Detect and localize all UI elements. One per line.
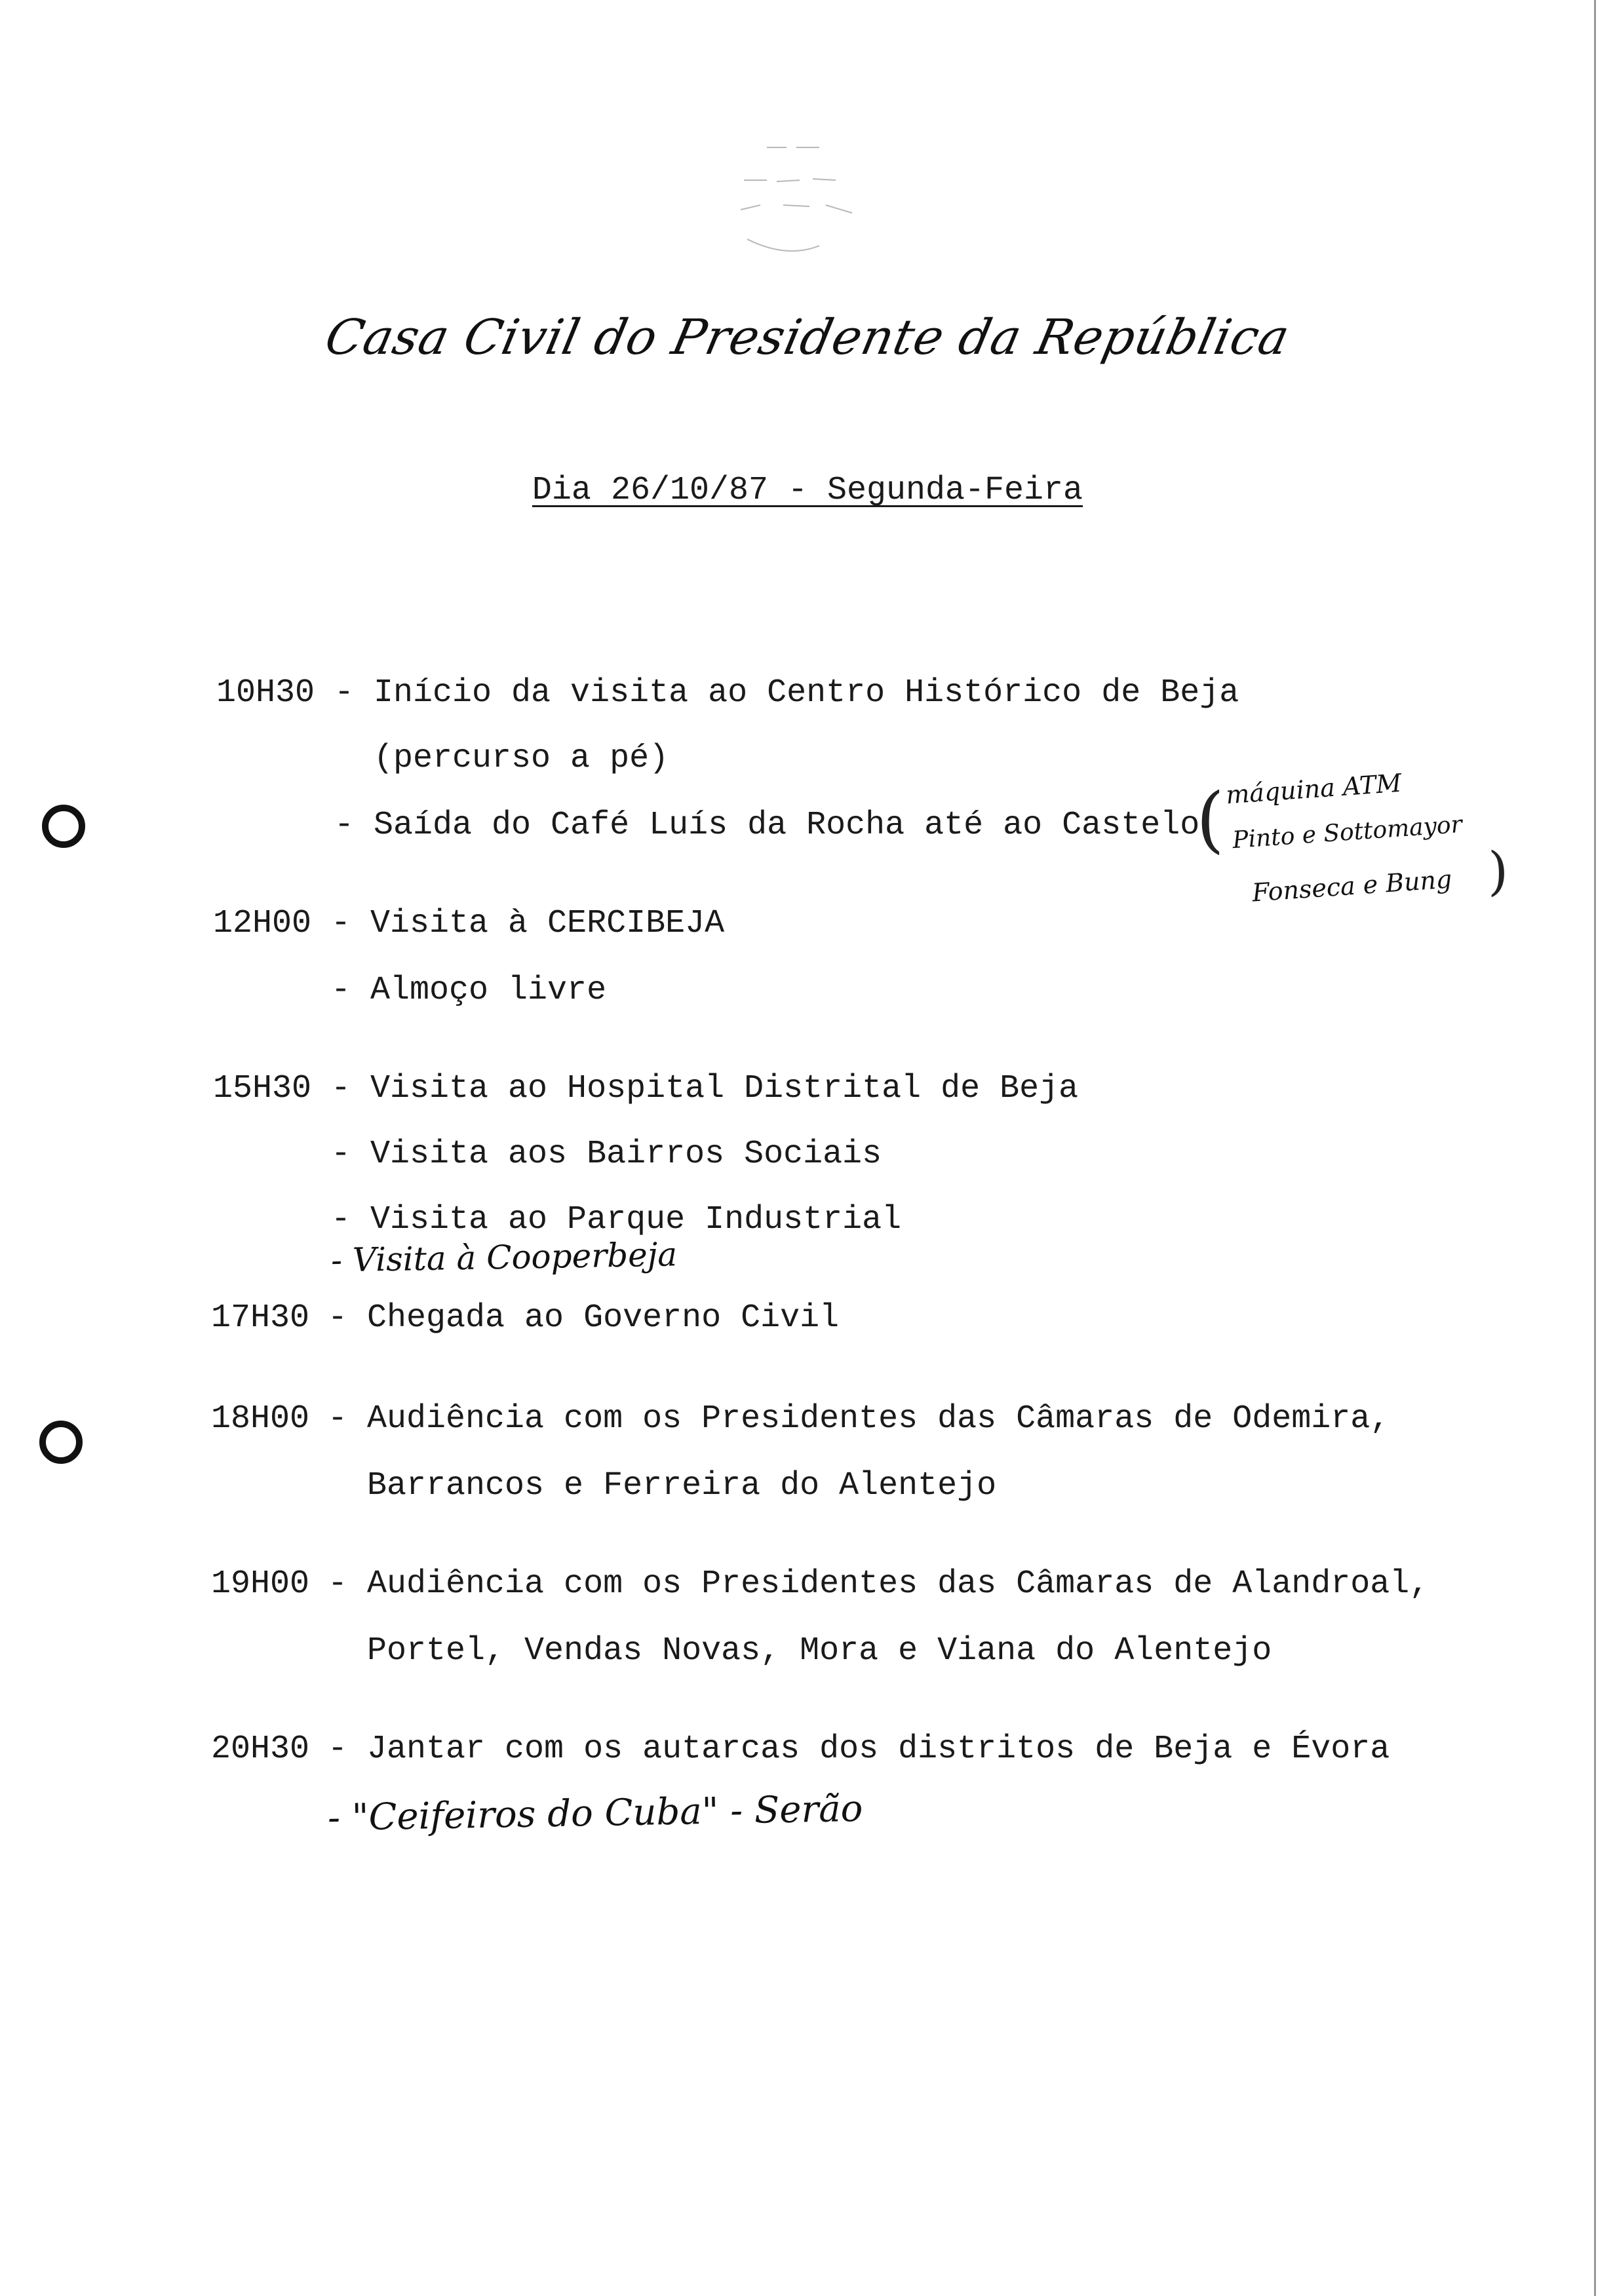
- schedule-time: 12H00: [213, 905, 312, 942]
- handwritten-brace: ): [1488, 841, 1509, 902]
- schedule-line: - Audiência com os Presidentes das Câmaras de Alandroal,: [328, 1565, 1430, 1603]
- schedule-time: 18H00: [211, 1400, 310, 1438]
- schedule-line: - Visita ao Parque Industrial: [331, 1201, 902, 1238]
- schedule-line: Portel, Vendas Novas, Mora e Viana do Alentejo: [328, 1632, 1272, 1670]
- schedule-line: Barrancos e Ferreira do Alentejo: [328, 1467, 997, 1504]
- handwritten-note: Pinto e Sottomayor: [1231, 811, 1464, 854]
- handwritten-note: Fonseca e Bung: [1251, 864, 1453, 908]
- date-heading: Dia 26/10/87 - Segunda-Feira: [532, 472, 1083, 509]
- schedule-time: 19H00: [211, 1565, 310, 1603]
- handwritten-brace: (: [1196, 777, 1224, 861]
- handwritten-addition: - "Ceifeiros do Cuba" - Serão: [327, 1787, 863, 1840]
- punch-hole-icon: [42, 805, 85, 848]
- schedule-line: - Visita ao Hospital Distrital de Beja: [331, 1070, 1079, 1107]
- emblem-icon: [721, 128, 872, 265]
- schedule-time: 17H30: [211, 1299, 310, 1337]
- handwritten-addition: - Visita à Cooperbeja: [330, 1235, 678, 1280]
- handwritten-note: máquina ATM: [1224, 768, 1403, 810]
- schedule-line: - Visita à CERCIBEJA: [331, 905, 725, 942]
- schedule-line: - Saída do Café Luís da Rocha até ao Castelo: [334, 807, 1200, 844]
- schedule-line: (percurso a pé): [334, 740, 669, 777]
- schedule-time: 10H30: [216, 674, 315, 712]
- letterhead: Casa Civil do Presidente da República: [320, 309, 1295, 366]
- schedule-line: - Almoço livre: [331, 972, 607, 1009]
- schedule-time: 15H30: [213, 1070, 312, 1107]
- schedule-line: - Início da visita ao Centro Histórico de Beja: [334, 674, 1239, 712]
- schedule-time: 20H30: [211, 1731, 310, 1768]
- punch-hole-icon: [39, 1421, 83, 1464]
- schedule-line: - Chegada ao Governo Civil: [328, 1299, 840, 1337]
- schedule-line: - Audiência com os Presidentes das Câmaras de Odemira,: [328, 1400, 1390, 1438]
- schedule-line: - Jantar com os autarcas dos distritos de Beja e Évora: [328, 1731, 1390, 1768]
- schedule-line: - Visita aos Bairros Sociais: [331, 1136, 882, 1173]
